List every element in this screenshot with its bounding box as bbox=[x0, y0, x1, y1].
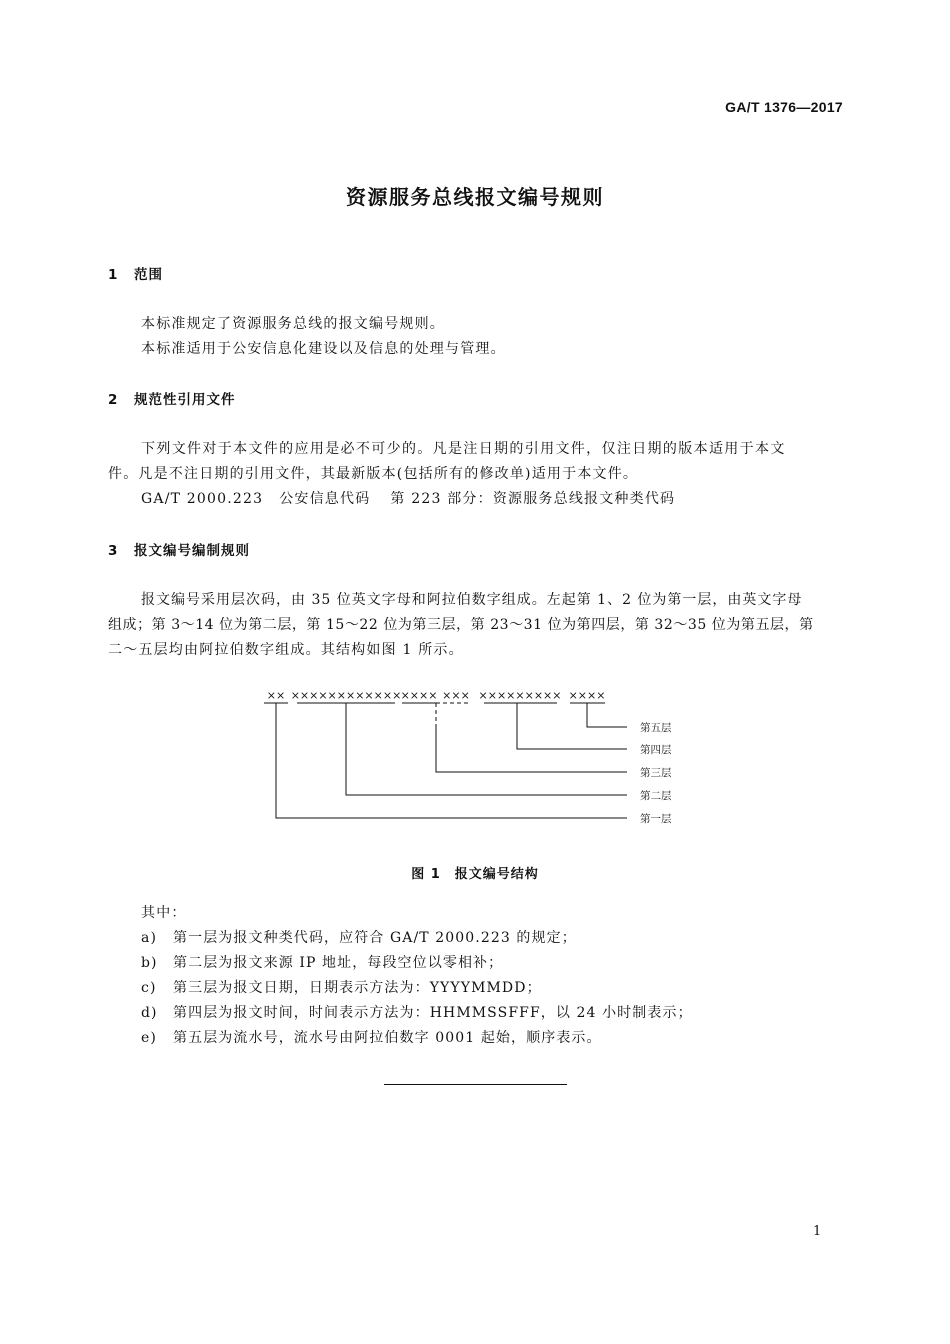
layer-2-label: 第二层 bbox=[640, 790, 672, 802]
group-5-placeholder: ×××× bbox=[568, 689, 606, 702]
group-3-placeholder: ×××× bbox=[400, 689, 438, 702]
group-4-placeholder: ××××××××× bbox=[478, 689, 562, 702]
layer-5-label: 第五层 bbox=[640, 722, 672, 734]
connector-layer-4 bbox=[517, 703, 627, 749]
list-item-text: 第二层为报文来源 IP 地址，每段空位以零相补； bbox=[173, 955, 504, 971]
layer-3-label: 第三层 bbox=[640, 767, 672, 779]
notes-intro: 其中： bbox=[141, 905, 187, 921]
normative-reference bbox=[141, 488, 675, 508]
layer-1-label: 第一层 bbox=[640, 813, 672, 825]
list-item bbox=[141, 977, 542, 997]
list-item bbox=[141, 952, 503, 972]
section-title: 规范性引用文件 bbox=[134, 392, 236, 408]
section-number: 1 bbox=[108, 267, 119, 283]
section-1-heading bbox=[108, 263, 163, 283]
standard-number: GA/T 1376—2017 bbox=[725, 99, 843, 115]
section-3-line-1: 报文编号采用层次码，由 35 位英文字母和阿拉伯数字组成。左起第 1、2 位为第一层，由英文字母 bbox=[141, 592, 803, 608]
list-item-label: b) bbox=[141, 955, 158, 971]
section-title: 范围 bbox=[134, 267, 163, 283]
group-3b-placeholder: ××× bbox=[442, 689, 470, 702]
reference-part: 第 223 部分：资源服务总线报文种类代码 bbox=[390, 491, 676, 507]
section-number: 3 bbox=[108, 543, 119, 559]
list-item-text: 第三层为报文日期，日期表示方法为：YYYYMMDD； bbox=[173, 980, 542, 996]
connector-layer-3 bbox=[436, 728, 627, 772]
layer-4-label: 第四层 bbox=[640, 744, 672, 756]
end-of-text-rule bbox=[384, 1084, 567, 1085]
group-2-placeholder: ×××××××××××× bbox=[290, 689, 402, 702]
reference-code: GA/T 2000.223 bbox=[141, 491, 264, 507]
list-item-text: 第五层为流水号，流水号由阿拉伯数字 0001 起始，顺序表示。 bbox=[173, 1030, 602, 1046]
list-item-label: a) bbox=[141, 930, 158, 946]
code-structure-diagram bbox=[0, 680, 950, 840]
connector-layer-5 bbox=[587, 703, 627, 727]
section-2-heading bbox=[108, 388, 236, 408]
reference-name: 公安信息代码 bbox=[279, 491, 371, 507]
page-number: 1 bbox=[813, 1224, 822, 1239]
section-3-line-3: 二～五层均由阿拉伯数字组成。其结构如图 1 所示。 bbox=[108, 642, 464, 658]
list-item-text: 第四层为报文时间，时间表示方法为：HHMMSSFFF，以 24 小时制表示； bbox=[173, 1005, 693, 1021]
section-3-line-2: 组成；第 3～14 位为第二层，第 15～22 位为第三层，第 23～31 位为第四层，第 32～35 位为第五层，第 bbox=[108, 617, 814, 633]
section-1-paragraph-2: 本标准适用于公安信息化建设以及信息的处理与管理。 bbox=[141, 341, 506, 357]
list-item-label: c) bbox=[141, 980, 157, 996]
section-number: 2 bbox=[108, 392, 119, 408]
page-title: 资源服务总线报文编号规则 bbox=[346, 185, 604, 209]
section-2-line-2: 件。凡是不注日期的引用文件，其最新版本(包括所有的修改单)适用于本文件。 bbox=[108, 466, 639, 482]
section-2-line-1: 下列文件对于本文件的应用是必不可少的。凡是注日期的引用文件，仅注日期的版本适用于本文 bbox=[141, 441, 786, 457]
list-item-label: d) bbox=[141, 1005, 158, 1021]
figure-title: 报文编号结构 bbox=[454, 867, 539, 882]
list-item bbox=[141, 1027, 602, 1047]
group-1-placeholder: ×× bbox=[266, 689, 286, 702]
section-3-heading bbox=[108, 539, 250, 559]
section-title: 报文编号编制规则 bbox=[134, 543, 250, 559]
list-item-label: e) bbox=[141, 1030, 157, 1046]
figure-caption bbox=[0, 863, 950, 882]
section-1-paragraph-1: 本标准规定了资源服务总线的报文编号规则。 bbox=[141, 316, 445, 332]
list-item-text: 第一层为报文种类代码，应符合 GA/T 2000.223 的规定； bbox=[173, 930, 577, 946]
list-item bbox=[141, 1002, 693, 1022]
list-item bbox=[141, 927, 577, 947]
connector-layer-1 bbox=[276, 703, 627, 818]
figure-number: 图 1 bbox=[411, 867, 441, 882]
